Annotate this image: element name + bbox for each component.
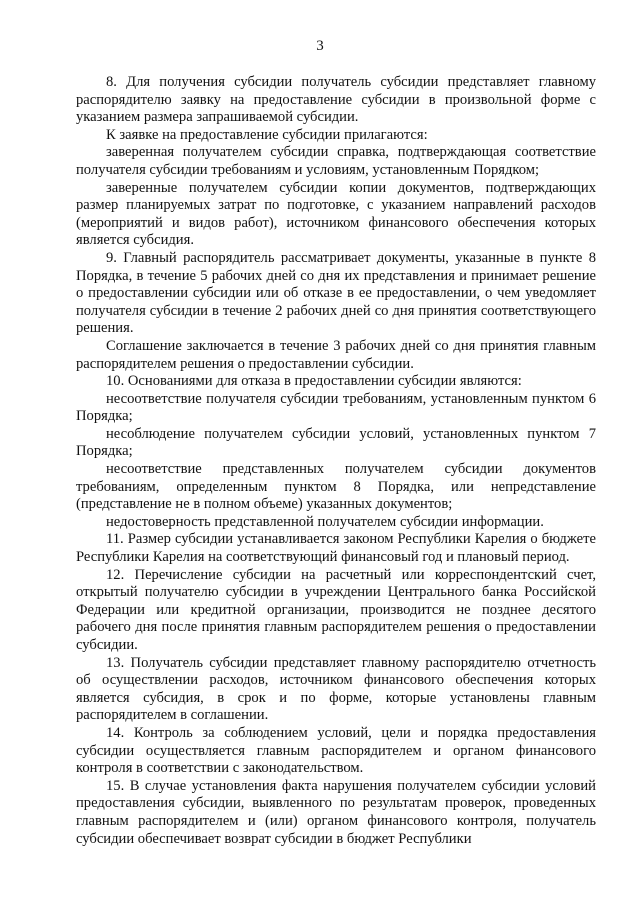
paragraph-15: 15. В случае установления факта нарушения получателем субсидии условий предоставления субсидии, выявленного по результатам проверок, проведенных главным распорядителем и (или) органом финансового контроля, получатель субсидии обеспечивает возврат субсидии в бюджет Республики <box>76 777 596 847</box>
paragraph-9: 9. Главный распорядитель рассматривает документы, указанные в пункте 8 Порядка, в течение 5 рабочих дней со дня их представления и принимает решение о предоставлении субсидии или об отказе в ее предоставлении, о чем уведомляет получателя субсидии в течение 2 рабочих дней со дня принятия соответствующего решения. <box>76 249 596 337</box>
paragraph-refusal-requirements: несоответствие получателя субсидии требованиям, установленным пунктом 6 Порядка; <box>76 390 596 425</box>
paragraph-10: 10. Основаниями для отказа в предоставлении субсидии являются: <box>106 373 522 390</box>
document-body <box>76 74 596 848</box>
paragraph-11: 11. Размер субсидии устанавливается законом Республики Карелия о бюджете Республики Карелия на соответствующий финансовый год и плановый период. <box>76 531 596 566</box>
paragraph-refusal-conditions: несоблюдение получателем субсидии условий, установленных пунктом 7 Порядка; <box>76 425 596 460</box>
paragraph-13: 13. Получатель субсидии представляет главному распорядителю отчетность об осуществлении расходов, источником финансового обеспечения которых является субсидия, в срок и по форме, которые установлены главным распорядителем в соглашении. <box>76 654 596 724</box>
paragraph-12: 12. Перечисление субсидии на расчетный или корреспондентский счет, открытый получателю субсидии в учреждении Центрального банка Российской Федерации или кредитной организации, производится не позднее десятого рабочего дня после принятия главным распорядителем решения о предоставлении субсидии. <box>76 566 596 653</box>
paragraph-agreement: Соглашение заключается в течение 3 рабочих дней со дня принятия главным распорядителем решения о предоставлении субсидии. <box>76 337 596 372</box>
paragraph-certificate: заверенная получателем субсидии справка, подтверждающая соответствие получателя субсидии требованиям и условиям, установленным Порядком; <box>76 144 596 178</box>
paragraph-application-attachments: К заявке на предоставление субсидии прилагаются: <box>106 126 428 143</box>
page-number: 3 <box>316 38 324 54</box>
paragraph-14: 14. Контроль за соблюдением условий, цели и порядка предоставления субсидии осуществляется главным распорядителем и органом финансового контроля в соответствии с законодательством. <box>76 724 596 777</box>
paragraph-refusal-documents: несоответствие представленных получателем субсидии документов требованиям, определенным пунктом 8 Порядка, или непредставление (представление не в полном объеме) указанных документов; <box>76 461 596 513</box>
paragraph-refusal-information: недостоверность представленной получателем субсидии информации. <box>106 513 544 530</box>
paragraph-document-copies: заверенные получателем субсидии копии документов, подтверждающих размер планируемых затрат по подготовке, с указанием направлений расходов (мероприятий и видов работ), источником финансового обеспечения которых является субсидия. <box>76 179 596 249</box>
paragraph-8: 8. Для получения субсидии получатель субсидии представляет главному распорядителю заявку на предоставление субсидии в произвольной форме с указанием размера запрашиваемой субсидии. <box>76 74 596 126</box>
